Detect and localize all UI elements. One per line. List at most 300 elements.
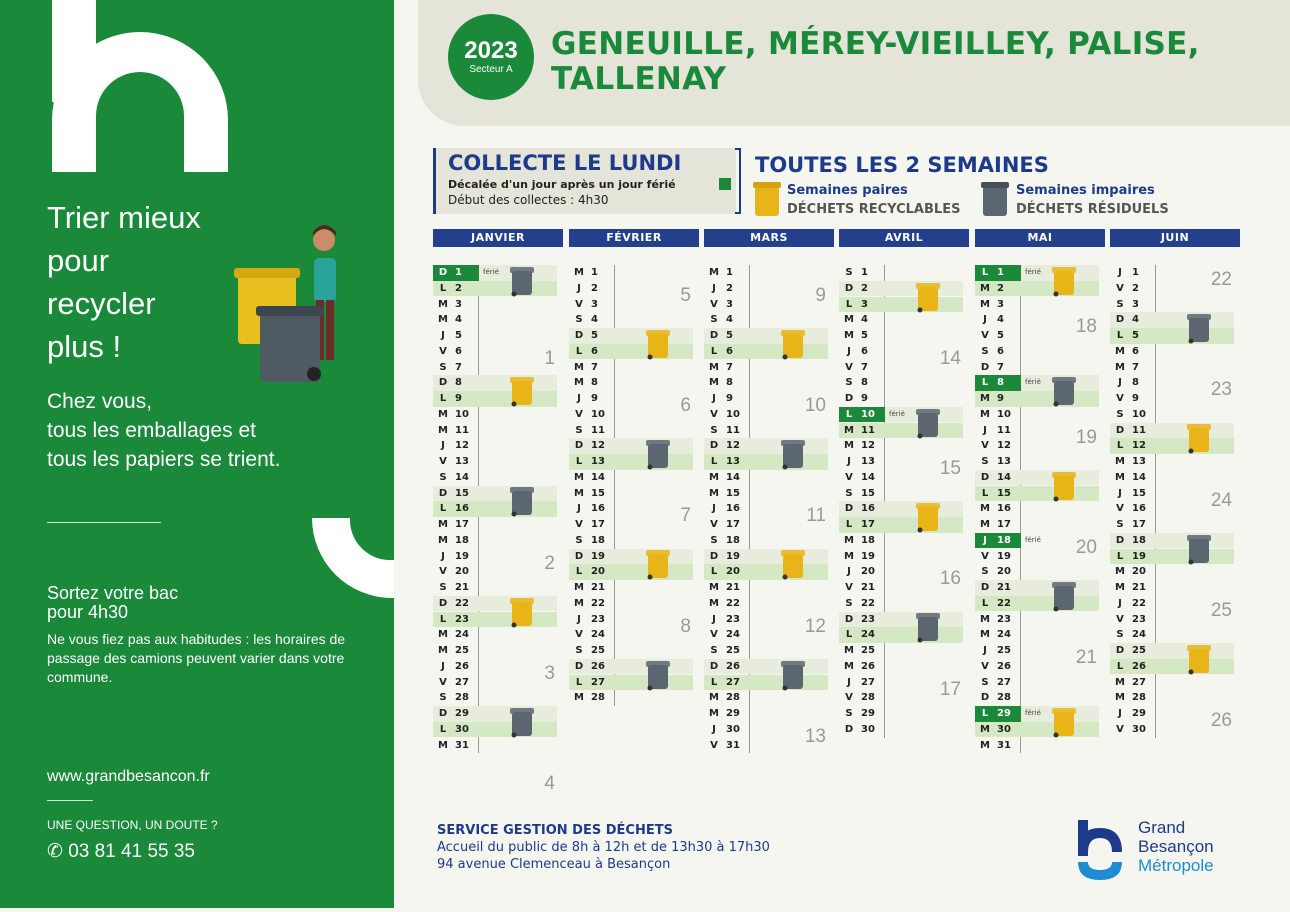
weekday-letter: V (1116, 723, 1124, 735)
day-row (1110, 407, 1234, 423)
yellow-bin-icon (1051, 265, 1077, 297)
weekday-letter: S (575, 534, 583, 546)
month-header: FÉVRIER (569, 229, 699, 247)
day-number: 17 (861, 519, 875, 530)
day-row (704, 580, 828, 596)
month-column (1110, 229, 1240, 735)
weekday-letter: L (710, 566, 718, 578)
weekday-letter: V (981, 660, 989, 672)
month-header: JUIN (1110, 229, 1240, 247)
day-number: 10 (455, 408, 469, 420)
weekday-letter: S (845, 597, 853, 609)
week-number: 13 (804, 725, 826, 747)
day-row (569, 281, 693, 297)
week-number: 2 (544, 552, 555, 574)
yellow-bin-icon (780, 328, 806, 360)
day-number: 26 (861, 660, 875, 672)
weekday-letter: V (710, 298, 718, 310)
weekday-letter: S (1116, 629, 1124, 641)
day-row (433, 281, 557, 297)
day-number: 8 (997, 377, 1004, 389)
day-number: 7 (997, 361, 1004, 373)
day-row (704, 454, 828, 470)
day-number: 18 (997, 534, 1011, 546)
week-number: 3 (544, 662, 555, 684)
day-row (433, 454, 557, 470)
day-row (975, 375, 1099, 391)
sortez-line: Sortez votre bac (47, 583, 179, 603)
grey-bin-icon (1051, 580, 1077, 612)
day-number: 10 (861, 408, 875, 420)
weekday-letter: V (439, 566, 447, 578)
weekday-letter: S (981, 456, 989, 467)
month-header: MARS (704, 229, 834, 247)
day-number: 18 (591, 534, 605, 546)
day-number: 13 (997, 456, 1011, 467)
weekday-letter: S (710, 314, 718, 326)
weekday-letter: M (1115, 676, 1125, 688)
weekday-letter: D (574, 660, 584, 672)
day-number: 13 (726, 456, 740, 467)
day-row (704, 265, 828, 281)
day-row (569, 627, 693, 643)
day-row (704, 312, 828, 328)
weekday-letter: M (709, 267, 719, 278)
day-number: 7 (591, 361, 598, 373)
day-number: 26 (726, 660, 740, 672)
tagline-line: Trier mieux (47, 200, 201, 235)
day-number: 1 (997, 267, 1004, 278)
left-panel (0, 0, 394, 908)
day-row (569, 675, 693, 691)
day-row (975, 690, 1099, 706)
weekday-letter: S (575, 314, 583, 326)
yellow-bin-icon (509, 596, 535, 628)
weekday-letter: M (1115, 361, 1125, 373)
week-number: 25 (1210, 599, 1232, 621)
day-number: 4 (591, 314, 598, 326)
ferie-label: férié (889, 409, 905, 418)
day-number: 8 (1132, 377, 1139, 389)
weekday-letter: L (1116, 330, 1124, 341)
day-row (433, 438, 557, 454)
day-number: 10 (1132, 408, 1146, 420)
day-number: 21 (455, 582, 469, 593)
weekday-letter: D (1115, 534, 1125, 546)
day-row (704, 344, 828, 360)
weekday-letter: L (710, 676, 718, 688)
divider (47, 522, 161, 523)
weekday-letter: V (710, 739, 718, 751)
week-number: 20 (1075, 536, 1097, 558)
day-number: 19 (861, 550, 875, 562)
day-number: 15 (455, 487, 469, 499)
day-number: 16 (455, 503, 469, 515)
day-number: 17 (591, 519, 605, 530)
day-number: 20 (861, 566, 875, 578)
collecte-start-time: Début des collectes : 4h30 (448, 193, 609, 207)
weekday-letter: M (844, 550, 854, 562)
day-number: 11 (455, 424, 469, 436)
grey-bin-icon (980, 180, 1010, 218)
yellow-bin-icon (915, 281, 941, 313)
day-row (569, 328, 693, 344)
day-row (569, 501, 693, 517)
day-number: 27 (455, 676, 469, 688)
weekday-letter: M (980, 739, 990, 751)
tagline (47, 196, 201, 368)
grey-bin-icon (1051, 375, 1077, 407)
weekday-letter: S (439, 361, 447, 373)
weekday-letter: L (575, 676, 583, 688)
weekday-letter: J (441, 440, 445, 452)
day-number: 17 (726, 519, 740, 530)
weekday-letter: M (844, 330, 854, 341)
weekday-letter: L (575, 456, 583, 467)
day-row (704, 281, 828, 297)
day-number: 25 (861, 645, 875, 656)
day-row (704, 564, 828, 580)
weekday-letter: J (983, 645, 987, 656)
day-number: 4 (455, 314, 462, 326)
day-row (569, 391, 693, 407)
week-number: 12 (804, 615, 826, 637)
day-number: 25 (455, 645, 469, 656)
ferie-label: férié (1025, 268, 1041, 276)
day-row (1110, 564, 1234, 580)
week-number: 22 (1210, 269, 1232, 290)
weekday-letter: J (1118, 267, 1122, 278)
day-number: 2 (1132, 282, 1139, 294)
day-row (433, 738, 557, 754)
weekday-letter: J (712, 613, 716, 625)
weekday-letter: M (844, 440, 854, 452)
day-number: 29 (726, 708, 740, 719)
day-number: 29 (455, 708, 469, 719)
weekday-letter: S (1116, 298, 1124, 310)
day-row (704, 297, 828, 313)
collecte-title: COLLECTE LE LUNDI (448, 151, 682, 175)
day-number: 31 (726, 739, 740, 751)
day-row (433, 470, 557, 486)
day-row (1110, 423, 1234, 439)
weekday-letter: M (709, 471, 719, 483)
weekday-letter: L (710, 345, 718, 357)
weekday-letter: D (844, 282, 854, 294)
day-row (1110, 517, 1234, 533)
day-row (839, 501, 963, 517)
weekday-letter: M (438, 739, 448, 751)
weekday-letter: S (1116, 408, 1124, 420)
day-number: 8 (726, 377, 733, 389)
month-header: AVRIL (839, 229, 969, 247)
weekday-letter: J (1118, 377, 1122, 389)
weekday-letter: D (844, 393, 854, 404)
weekday-letter: L (575, 566, 583, 578)
week-number: 15 (939, 458, 961, 479)
day-number: 5 (861, 330, 868, 341)
day-number: 24 (861, 629, 875, 641)
grey-bin-icon (915, 611, 941, 643)
day-row (839, 312, 963, 328)
day-row (839, 375, 963, 391)
weekday-letter: M (980, 393, 990, 404)
day-row (839, 438, 963, 454)
day-number: 22 (455, 597, 469, 609)
collecte-box (433, 148, 736, 214)
day-number: 28 (1132, 692, 1146, 704)
weekday-letter: M (709, 708, 719, 719)
weekday-letter: J (983, 424, 987, 436)
day-row (433, 643, 557, 659)
month-column (569, 229, 699, 704)
weekday-letter: S (981, 345, 989, 357)
weekday-letter: L (439, 503, 447, 515)
day-number: 8 (591, 377, 598, 389)
weekday-letter: L (981, 708, 989, 719)
day-number: 26 (1132, 660, 1146, 672)
phone-number[interactable] (47, 840, 195, 863)
day-row (569, 690, 693, 706)
day-row (975, 627, 1099, 643)
ferie-label: férié (483, 268, 499, 276)
day-number: 14 (1132, 471, 1146, 483)
weekday-letter: L (981, 597, 989, 609)
day-number: 11 (1132, 424, 1146, 436)
week-number: 9 (815, 284, 826, 306)
day-row (975, 454, 1099, 470)
day-number: 7 (455, 361, 462, 373)
day-number: 8 (455, 377, 462, 389)
weekday-letter: M (844, 645, 854, 656)
town-line: GENEUILLE, MÉREY-VIEILLEY, PALISE, (551, 26, 1200, 62)
weekday-letter: V (845, 471, 853, 483)
day-number: 1 (591, 267, 598, 278)
day-number: 12 (861, 440, 875, 452)
weekday-letter: M (1115, 692, 1125, 704)
day-row (569, 596, 693, 612)
grey-bin-icon (645, 659, 671, 691)
day-number: 18 (1132, 534, 1146, 546)
day-row (1110, 360, 1234, 376)
day-number: 14 (997, 471, 1011, 483)
weekday-letter: V (710, 408, 718, 420)
day-number: 31 (455, 739, 469, 751)
day-row (433, 297, 557, 313)
day-number: 6 (455, 345, 462, 357)
day-row (433, 517, 557, 533)
frequency-title: TOUTES LES 2 SEMAINES (755, 153, 1049, 177)
weekday-letter: L (439, 723, 447, 735)
sub-line: tous les papiers se trient. (47, 448, 281, 471)
day-number: 21 (591, 582, 605, 593)
weekday-letter: M (438, 629, 448, 641)
weekday-letter: D (574, 330, 584, 341)
day-number: 1 (726, 267, 733, 278)
day-row (704, 486, 828, 502)
day-number: 19 (726, 550, 740, 562)
day-row (433, 722, 557, 738)
ferie-label: férié (1025, 378, 1041, 387)
day-row (569, 549, 693, 565)
day-number: 19 (591, 550, 605, 562)
horaires-note: Ne vous fiez pas aux habitudes : les horaires de passage des camions peuvent varier dans votre commune. (47, 631, 346, 685)
weekday-letter: V (575, 519, 583, 530)
grey-bin-icon (509, 485, 535, 517)
day-row (704, 643, 828, 659)
day-row (975, 722, 1099, 738)
weekday-letter: M (709, 377, 719, 389)
day-number: 18 (726, 534, 740, 546)
day-number: 17 (997, 519, 1011, 530)
yellow-bin-icon (1186, 422, 1212, 454)
day-row (569, 470, 693, 486)
weekday-letter: M (574, 582, 584, 593)
day-number: 19 (455, 550, 469, 562)
weekday-letter: V (845, 692, 853, 704)
weekday-letter: M (844, 424, 854, 436)
day-number: 24 (591, 629, 605, 641)
day-row (839, 328, 963, 344)
day-number: 22 (997, 597, 1011, 609)
day-row (975, 675, 1099, 691)
yellow-bin-icon (1051, 470, 1077, 502)
month-header: JANVIER (433, 229, 563, 247)
weekday-letter: L (845, 629, 853, 641)
logo-line: Métropole (1138, 856, 1214, 875)
weekday-letter: J (1118, 597, 1122, 609)
weekday-letter: M (709, 692, 719, 704)
day-number: 3 (455, 298, 462, 310)
day-number: 3 (726, 298, 733, 310)
day-number: 25 (591, 645, 605, 656)
day-number: 5 (1132, 330, 1139, 341)
day-row (704, 533, 828, 549)
day-number: 7 (1132, 361, 1139, 373)
weekday-letter: D (438, 267, 448, 278)
day-row (569, 533, 693, 549)
day-row (704, 470, 828, 486)
weekday-letter: D (844, 613, 854, 625)
day-row (839, 659, 963, 675)
day-number: 9 (591, 393, 598, 404)
day-number: 9 (726, 393, 733, 404)
weekday-letter: V (981, 440, 989, 452)
day-number: 14 (726, 471, 740, 483)
day-number: 3 (591, 298, 598, 310)
phone-icon: ✆ (47, 841, 63, 862)
weekday-letter: J (577, 503, 581, 515)
day-row (569, 265, 693, 281)
day-row (1110, 643, 1234, 659)
day-row (433, 486, 557, 502)
weekday-letter: J (1118, 487, 1122, 499)
day-row (1110, 659, 1234, 675)
day-number: 31 (997, 739, 1011, 751)
day-row (839, 423, 963, 439)
weekday-letter: M (980, 282, 990, 294)
day-row (704, 328, 828, 344)
day-row (433, 549, 557, 565)
weekday-letter: D (1115, 314, 1125, 326)
day-number: 20 (726, 566, 740, 578)
weekday-letter: V (845, 361, 853, 373)
service-title: SERVICE GESTION DES DÉCHETS (437, 823, 673, 838)
weekday-letter: M (1115, 471, 1125, 483)
week-number: 19 (1075, 426, 1097, 448)
day-row (1110, 549, 1234, 565)
weekday-letter: V (575, 629, 583, 641)
weekday-letter: D (1115, 424, 1125, 436)
day-number: 28 (455, 692, 469, 704)
day-number: 28 (997, 692, 1011, 704)
day-row (704, 423, 828, 439)
weekday-letter: S (575, 424, 583, 436)
day-row (1110, 344, 1234, 360)
day-number: 22 (726, 597, 740, 609)
weekday-letter: L (981, 377, 989, 389)
ferie-label: férié (1025, 535, 1041, 544)
day-number: 14 (455, 471, 469, 483)
day-number: 21 (1132, 582, 1146, 593)
day-row (839, 281, 963, 297)
day-row (1110, 328, 1234, 344)
weekday-letter: V (1116, 613, 1124, 625)
day-row (839, 722, 963, 738)
yellow-bin-icon (780, 548, 806, 580)
day-row (975, 360, 1099, 376)
day-number: 10 (997, 408, 1011, 420)
weekday-letter: D (1115, 645, 1125, 656)
day-row (704, 706, 828, 722)
day-number: 27 (997, 676, 1011, 688)
day-number: 6 (726, 345, 733, 357)
week-number: 4 (544, 773, 555, 794)
day-number: 22 (1132, 597, 1146, 609)
day-number: 19 (1132, 550, 1146, 562)
day-number: 16 (726, 503, 740, 515)
service-address: 94 avenue Clemenceau à Besançon (437, 857, 671, 872)
grey-bin-icon (780, 438, 806, 470)
day-number: 14 (861, 471, 875, 483)
weekday-letter: L (439, 282, 447, 294)
day-row (839, 517, 963, 533)
weekday-letter: V (439, 345, 447, 357)
weekday-letter: V (575, 298, 583, 310)
day-row (433, 690, 557, 706)
weekday-letter: V (439, 456, 447, 467)
weekday-letter: D (574, 550, 584, 562)
day-number: 6 (997, 345, 1004, 357)
day-number: 3 (861, 298, 868, 310)
day-number: 15 (591, 487, 605, 499)
day-row (975, 470, 1099, 486)
day-number: 14 (591, 471, 605, 483)
day-number: 5 (455, 330, 462, 341)
sub-line: tous les emballages et (47, 419, 256, 442)
logo-line: Grand (1138, 818, 1186, 837)
year-badge (448, 14, 534, 100)
day-row (433, 375, 557, 391)
day-row (1110, 533, 1234, 549)
weekday-letter: L (439, 613, 447, 625)
week-number: 11 (806, 505, 826, 527)
weekday-letter: D (574, 440, 584, 452)
website-link[interactable]: www.grandbesancon.fr (47, 768, 210, 785)
day-number: 11 (997, 424, 1011, 436)
month-column (975, 229, 1105, 751)
day-row (569, 454, 693, 470)
